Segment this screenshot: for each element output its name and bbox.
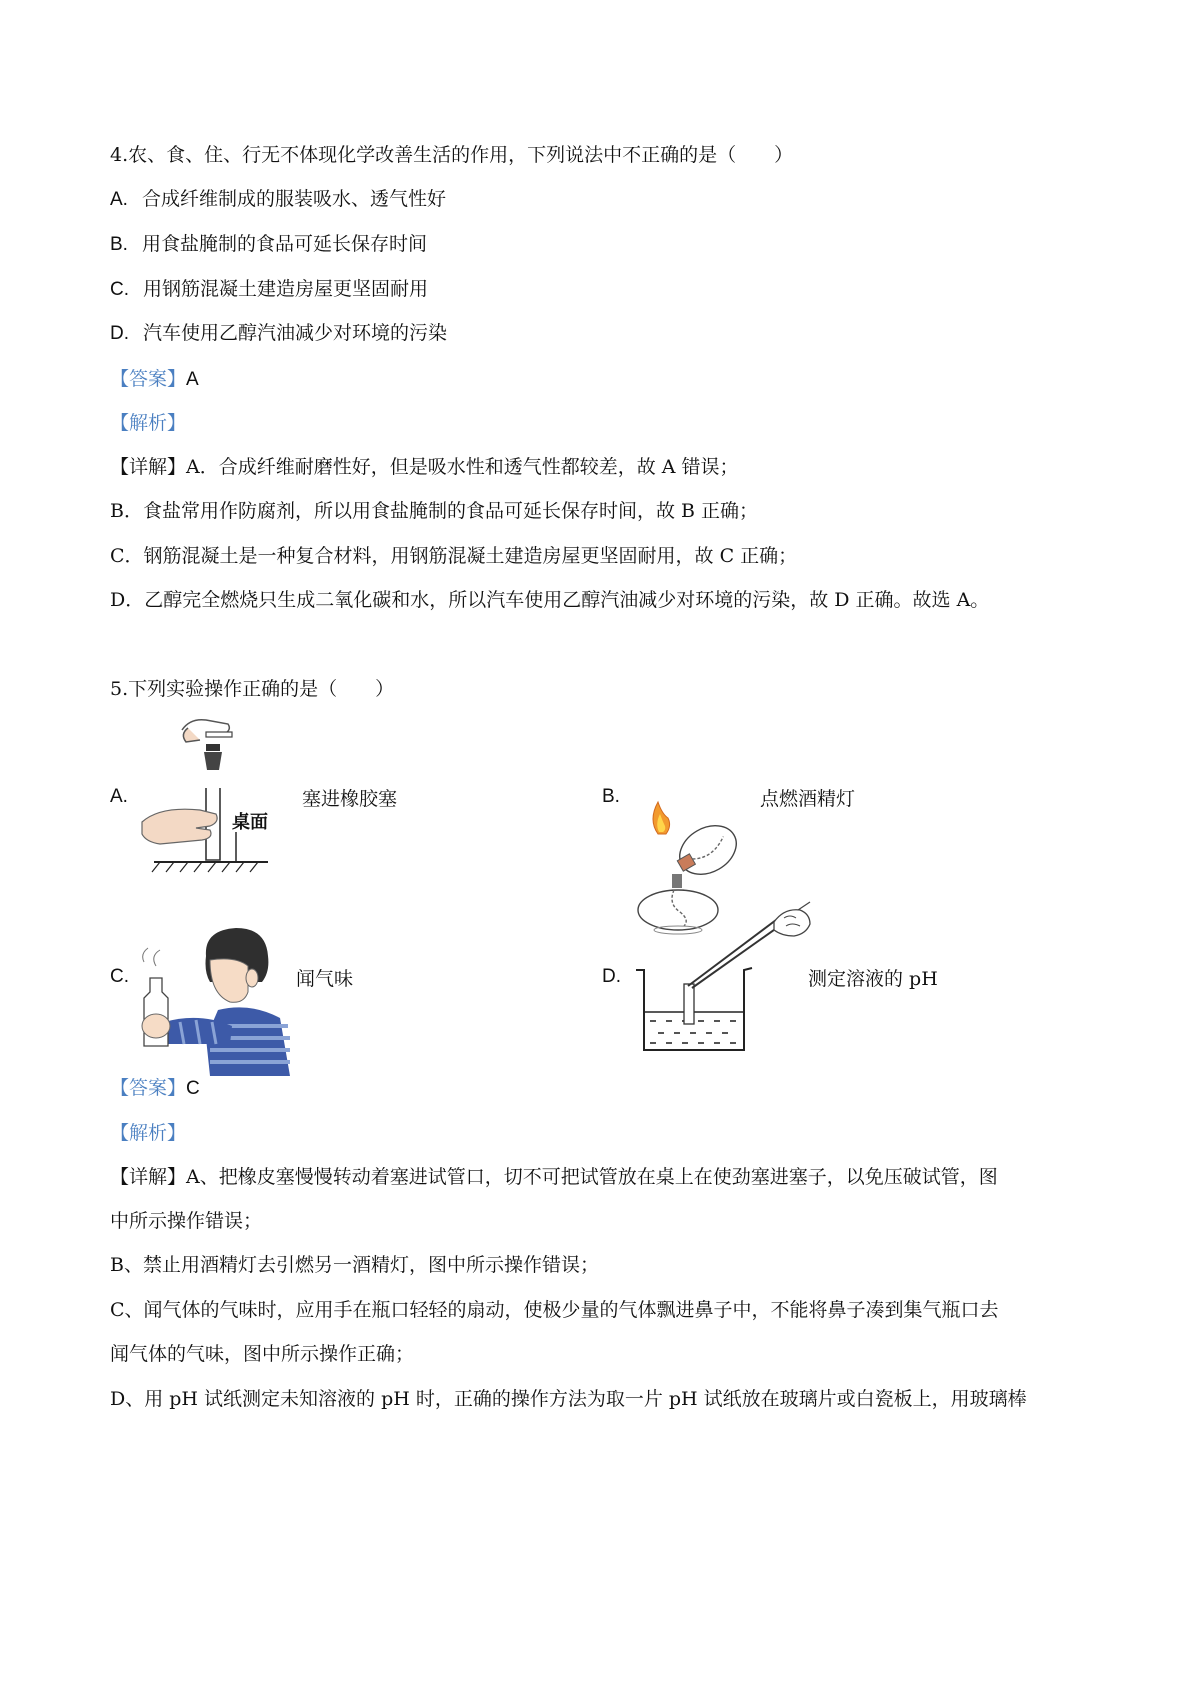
q4-detail-line-4: D．乙醇完全燃烧只生成二氧化碳和水，所以汽车使用乙醇汽油减少对环境的污染，故 D 正确。故选 A。 [110,589,990,611]
q5-detail-line-6: D、用 pH 试纸测定未知溶液的 pH 时，正确的操作方法为取一片 pH 试纸放在玻璃片或白瓷板上，用玻璃棒 [110,1388,1027,1410]
q5-answer [110,1075,200,1102]
q5-detail-line-4: C、闻气体的气味时，应用手在瓶口轻轻的扇动，使极少量的气体飘进鼻子中，不能将鼻子凑到集气瓶口去 [110,1299,999,1321]
q4-option-d-label: D. [110,323,129,344]
test-tube-stopper-icon [140,710,270,882]
q4-option-c-label: C. [110,279,129,300]
q5-analysis-tag: 【解析】 [110,1122,187,1144]
q5-option-c-caption: 闻气味 [296,968,354,990]
q4-detail-tag: 【详解】 [110,456,187,478]
q4-option-b-text: 用食盐腌制的食品可延长保存时间 [142,233,428,255]
q5-answer-value: C [186,1078,200,1099]
q4-option-d-text: 汽车使用乙醇汽油减少对环境的污染 [143,322,448,344]
q5-detail-tag: 【详解】 [110,1166,187,1188]
q5-detail-line-2: 中所示操作错误； [110,1210,263,1232]
q4-option-b-label: B. [110,234,128,255]
q5-option-d-label: D. [602,966,621,987]
q4-option-a-label: A. [110,189,128,210]
q5-stem: 5.下列实验操作正确的是（ ） [110,678,395,700]
q4-option-a [110,186,446,213]
q5-detail-text-1: A、把橡皮塞慢慢转动着塞进试管口，切不可把试管放在桌上在使劲塞进塞子，以免压破试管，图 [186,1166,998,1188]
q5-option-a-figure-text: 桌面 [232,812,268,833]
q4-answer [110,366,199,393]
q5-option-a-label: A. [110,786,128,807]
q4-stem: 4.农、食、住、行无不体现化学改善生活的作用，下列说法中不正确的是（ ） [110,144,794,166]
q4-option-b [110,231,427,258]
q4-detail-line-2: B．食盐常用作防腐剂，所以用食盐腌制的食品可延长保存时间，故 B 正确； [110,500,759,522]
q5-detail-line-5: 闻气体的气味，图中所示操作正确； [110,1343,415,1365]
q4-detail-line-1 [110,454,739,480]
q5-answer-tag: 【答案】 [110,1077,187,1099]
q4-option-c-text: 用钢筋混凝土建造房屋更坚固耐用 [143,278,429,300]
q5-option-a-caption: 塞进橡胶塞 [302,788,398,810]
q5-detail-line-1 [110,1164,998,1190]
q4-analysis-tag: 【解析】 [110,412,187,434]
q4-detail-text-1: A．合成纤维耐磨性好，但是吸水性和透气性都较差，故 A 错误； [186,456,739,478]
q5-detail-line-3: B、禁止用酒精灯去引燃另一酒精灯，图中所示操作错误； [110,1254,599,1276]
q5-option-b-label: B. [602,786,620,807]
q4-option-c [110,276,428,303]
smelling-person-icon [140,926,292,1076]
q5-option-c-label: C. [110,966,129,987]
q5-option-d-caption: 测定溶液的 pH [808,968,938,990]
q4-option-d [110,320,447,347]
beaker-ph-icon [634,900,814,1060]
q4-answer-value: A [186,369,199,390]
q4-answer-tag: 【答案】 [110,368,187,390]
q5-option-b-caption: 点燃酒精灯 [760,788,856,810]
q4-detail-line-3: C．钢筋混凝土是一种复合材料，用钢筋混凝土建造房屋更坚固耐用，故 C 正确； [110,545,798,567]
q4-option-a-text: 合成纤维制成的服装吸水、透气性好 [142,188,447,210]
